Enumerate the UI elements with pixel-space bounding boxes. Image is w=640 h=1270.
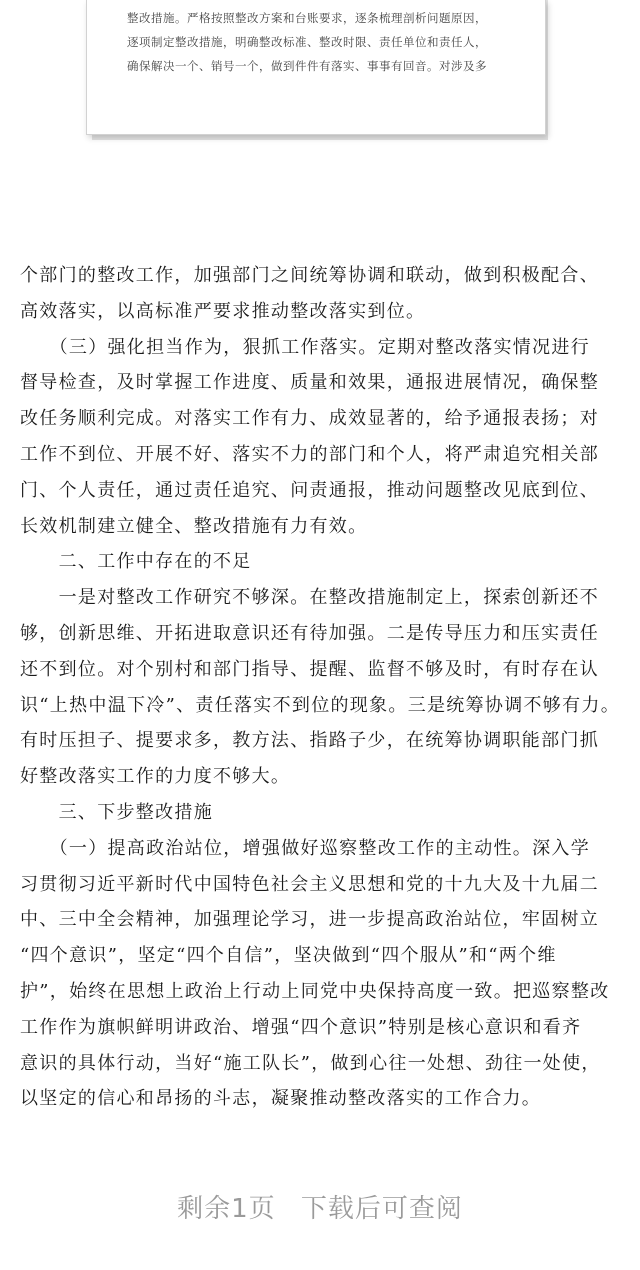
document-body: [20, 258, 624, 1117]
text-line: （一）提高政治站位，增强做好巡察整改工作的主动性。深入学: [20, 837, 590, 859]
text-line: 改任务顺利完成。对落实工作有力、成效显著的，给予通报表扬；对: [20, 408, 599, 430]
text-line: 够，创新思维、开拓进取意识还有待加强。二是传导压力和压实责任: [20, 622, 599, 644]
text-line: 工作不到位、开展不好、落实不力的部门和个人，将严肃追究相关部: [20, 443, 599, 465]
text-line: 长效机制建立健全、整改措施有力有效。: [20, 515, 368, 537]
download-prompt[interactable]: [0, 1188, 640, 1225]
text-line: “四个意识”，坚定“四个自信”，坚决做到“四个服从”和“两个维: [20, 945, 557, 967]
preview-card: [86, 0, 546, 135]
text-line: 还不到位。对个别村和部门指导、提醒、监督不够及时，有时存在认: [20, 658, 599, 680]
text-line: 工作作为旗帜鲜明讲政治、增强“四个意识”特别是核心意识和看齐: [20, 1016, 582, 1038]
text-line: 高效落实，以高标准严要求推动整改落实到位。: [20, 300, 426, 322]
text-line: 督导检查，及时掌握工作进度、质量和效果，通报进展情况，确保整: [20, 372, 599, 394]
text-line: 中、三中全会精神，加强理论学习，进一步提高政治站位，牢固树立: [20, 909, 599, 931]
text-line: 以坚定的信心和昂扬的斗志，凝聚推动整改落实的工作合力。: [20, 1088, 542, 1110]
text-line: 好整改落实工作的力度不够大。: [20, 766, 291, 788]
section-heading: 三、下步整改措施: [20, 801, 213, 823]
download-to-view-label: 下载后可查阅: [300, 1194, 463, 1224]
text-line: 意识的具体行动，当好“施工队长”，做到心往一处想、劲往一处使，: [20, 1052, 601, 1074]
preview-line: 确保解决一个、销号一个，做到件件有落实、事事有回音。对涉及多: [127, 59, 487, 73]
text-line: 习贯彻习近平新时代中国特色社会主义思想和党的十九大及十九届二: [20, 873, 599, 895]
preview-line: 整改措施。严格按照整改方案和台账要求，逐条梳理剖析问题原因，: [127, 11, 487, 25]
section-heading: 二、工作中存在的不足: [20, 551, 252, 573]
text-line: 识“上热中温下冷”、责任落实不到位的现象。三是统筹协调不够有力。: [20, 694, 621, 716]
preview-line: 逐项制定整改措施，明确整改标准、整改时限、责任单位和责任人，: [127, 35, 487, 49]
text-line: 个部门的整改工作，加强部门之间统筹协调和联动，做到积极配合、: [20, 265, 599, 286]
preview-text: [127, 6, 515, 78]
text-line: 有时压担子、提要求多，教方法、指路子少，在统筹协调职能部门抓: [20, 730, 599, 752]
text-line: 门、个人责任，通过责任追究、问责通报，推动问题整改见底到位、: [20, 479, 599, 501]
text-line: 一是对整改工作研究不够深。在整改措施制定上，探索创新还不: [20, 587, 599, 609]
remaining-pages-label: 剩余1页: [177, 1194, 276, 1224]
text-line: （三）强化担当作为，狠抓工作落实。定期对整改落实情况进行: [20, 336, 590, 358]
text-line: 护”，始终在思想上政治上行动上同党中央保持高度一致。把巡察整改: [20, 980, 610, 1002]
